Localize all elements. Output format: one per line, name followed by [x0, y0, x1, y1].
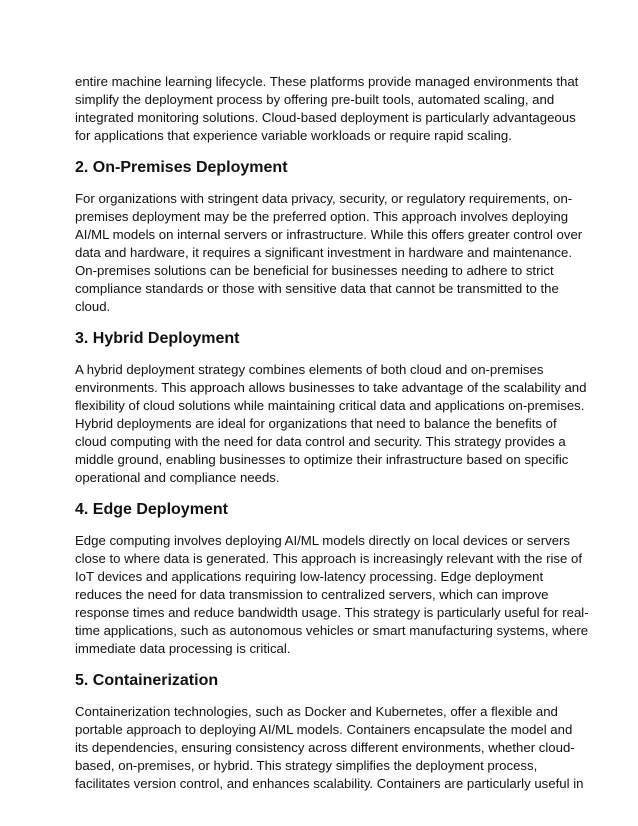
section-containerization	[75, 671, 584, 793]
text-line: facilitates version control, and enhances scalability. Containers are particularly useful in	[75, 776, 584, 791]
text-line: AI/ML models on internal servers or infrastructure. While this offers greater control over	[75, 227, 583, 242]
section-on-premises	[75, 158, 583, 316]
section-paragraph	[75, 532, 589, 658]
text-line: flexibility of cloud solutions while maintaining critical data and applications on-premises.	[75, 398, 585, 413]
text-line: compliance standards or those with sensitive data that cannot be transmitted to the	[75, 281, 559, 296]
text-line: entire machine learning lifecycle. These platforms provide managed environments that	[75, 74, 579, 89]
section-heading: 2. On-Premises Deployment	[75, 159, 288, 176]
section-heading: 3. Hybrid Deployment	[75, 330, 240, 347]
text-line: reduces the need for data transmission to centralized servers, which can improve	[75, 587, 549, 602]
text-line: For organizations with stringent data privacy, security, or regulatory requirements, on-	[75, 191, 573, 206]
text-line: cloud.	[75, 299, 111, 314]
text-line: its dependencies, ensuring consistency across different environments, whether cloud-	[75, 740, 575, 755]
text-line: time applications, such as autonomous vehicles or smart manufacturing systems, where	[75, 623, 589, 638]
text-line: On-premises solutions can be beneficial for businesses needing to adhere to strict	[75, 263, 554, 278]
text-line: A hybrid deployment strategy combines elements of both cloud and on-premises	[75, 362, 544, 377]
text-line: cloud computing with the need for data control and security. This strategy provides a	[75, 434, 566, 449]
text-line: operational and compliance needs.	[75, 470, 280, 485]
text-line: immediate data processing is critical.	[75, 641, 291, 656]
text-line: response times and reduce bandwidth usage. This strategy is particularly useful for real-	[75, 605, 589, 620]
section-heading: 4. Edge Deployment	[75, 501, 228, 518]
text-line: portable approach to deploying AI/ML models. Containers encapsulate the model and	[75, 722, 573, 737]
section-paragraph	[75, 703, 584, 793]
text-line: IoT devices and applications requiring low-latency processing. Edge deployment	[75, 569, 544, 584]
section-hybrid	[75, 329, 587, 487]
text-line: Hybrid deployments are ideal for organizations that need to balance the benefits of	[75, 416, 557, 431]
text-line: close to where data is generated. This approach is increasingly relevant with the rise of	[75, 551, 583, 566]
section-paragraph	[75, 190, 583, 316]
document-page	[75, 73, 589, 806]
text-line: integrated monitoring solutions. Cloud-based deployment is particularly advantageous	[75, 110, 576, 125]
intro-paragraph	[75, 73, 579, 145]
section-edge	[75, 500, 589, 658]
text-line: middle ground, enabling businesses to optimize their infrastructure based on specific	[75, 452, 569, 467]
text-line: Containerization technologies, such as Docker and Kubernetes, offer a flexible and	[75, 704, 558, 719]
section-paragraph	[75, 361, 587, 487]
text-line: data and hardware, it requires a significant investment in hardware and maintenance.	[75, 245, 573, 260]
text-line: based, on-premises, or hybrid. This strategy simplifies the deployment process,	[75, 758, 538, 773]
text-line: environments. This approach allows businesses to take advantage of the scalability and	[75, 380, 587, 395]
text-line: premises deployment may be the preferred option. This approach involves deploying	[75, 209, 569, 224]
text-line: Edge computing involves deploying AI/ML models directly on local devices or servers	[75, 533, 571, 548]
text-line: for applications that experience variable workloads or require rapid scaling.	[75, 128, 512, 143]
text-line: simplify the deployment process by offering pre-built tools, automated scaling, and	[75, 92, 555, 107]
section-heading: 5. Containerization	[75, 672, 219, 689]
